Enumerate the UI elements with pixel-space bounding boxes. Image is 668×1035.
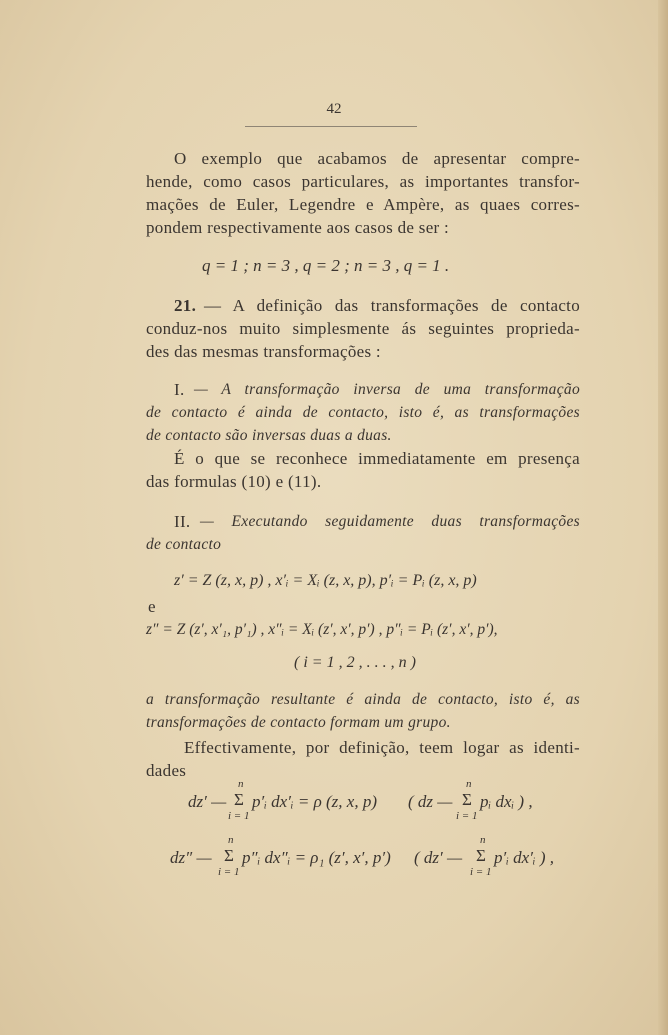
identity-1-sum-symbol: Σ [234, 790, 244, 809]
section-21-line-1: — A definição das transformações de contacto [204, 296, 580, 315]
identity-1-sum-upper: n [238, 778, 244, 790]
identity-2-rhs-end: p′ᵢ dx′ᵢ ) , [494, 848, 555, 867]
identity-2-sum-upper: n [228, 834, 234, 846]
property-1-after-1: É o que se reconhece immediatamente em presença [174, 449, 580, 468]
property-1-numeral: I. [174, 380, 185, 399]
section-21-line-3: des das mesmas transformações : [146, 342, 381, 361]
conjunction-e: e [148, 597, 156, 616]
identity-1-sum-lower: i = 1 [228, 810, 250, 822]
identity-2-lhs-start: dz″ — [170, 848, 212, 867]
effectivamente-line-1: Effectivamente, por definição, teem logar as identi- [184, 738, 580, 757]
identity-2-rhs-start: ( dz′ — [414, 848, 463, 867]
identity-2-rhs-sum-lower: i = 1 [470, 866, 492, 878]
section-number: 21. [174, 296, 197, 315]
property-1-line-1: — A transformação inversa de uma transformação [194, 381, 580, 398]
property-1-line-2: de contacto é ainda de contacto, isto é, as transformações [146, 404, 580, 421]
result-line-1: a transformação resultante é ainda de contacto, isto é, as [146, 691, 580, 708]
equation-transform-2: z″ = Z (z′, x′₁, p′₁) , x″ᵢ = Xᵢ (z′, x′, p′) , p″ᵢ = Pᵢ (z′, x′, p′), [146, 621, 498, 638]
identity-1-rhs-start: ( dz — [408, 792, 453, 811]
equation-cases: q = 1 ; n = 3 , q = 2 ; n = 3 , q = 1 . [202, 256, 450, 275]
identity-1-rhs-end: pᵢ dxᵢ ) , [480, 792, 533, 811]
identity-2-lhs-end: p″ᵢ dx″ᵢ = ρ₁ (z′, x′, p′) [242, 848, 391, 867]
identity-1-lhs-end: p′ᵢ dx′ᵢ = ρ (z, x, p) [252, 792, 377, 811]
identity-1-rhs-sum-symbol: Σ [462, 790, 472, 809]
property-1-line-3: de contacto são inversas duas a duas. [146, 427, 392, 444]
equation-index-range: ( i = 1 , 2 , . . . , n ) [294, 654, 416, 671]
result-line-2: transformações de contacto formam um grupo. [146, 714, 451, 731]
effectivamente-line-2: dades [146, 761, 187, 780]
intro-line-1: O exemplo que acabamos de apresentar compre- [174, 149, 580, 168]
equation-transform-1: z′ = Z (z, x, p) , x′ᵢ = Xᵢ (z, x, p), p′ᵢ = Pᵢ (z, x, p) [174, 572, 477, 589]
intro-line-2: hende, como casos particulares, as importantes transfor- [146, 172, 580, 191]
intro-line-3: mações de Euler, Legendre e Ampère, as quaes corres- [146, 195, 580, 214]
section-21-line-2: conduz-nos muito simplesmente ás seguintes proprieda- [146, 319, 580, 338]
property-2-line-2: de contacto [146, 536, 222, 553]
identity-1-rhs-sum-lower: i = 1 [456, 810, 478, 822]
identity-2-rhs-sum-symbol: Σ [476, 846, 486, 865]
identity-1-lhs-start: dz′ — [188, 792, 227, 811]
identity-2-rhs-sum-upper: n [480, 834, 486, 846]
identity-1-rhs-sum-upper: n [466, 778, 472, 790]
identity-2-sum-lower: i = 1 [218, 866, 240, 878]
page-number: 42 [326, 101, 342, 117]
header-rule [245, 126, 417, 127]
property-2-line-1: — Executando seguidamente duas transformações [200, 513, 580, 530]
property-2-numeral: II. [174, 512, 191, 531]
intro-line-4: pondem respectivamente aos casos de ser : [146, 218, 450, 237]
identity-2-sum-symbol: Σ [224, 846, 234, 865]
property-1-after-2: das formulas (10) e (11). [146, 472, 322, 491]
page-edge [658, 0, 668, 1035]
